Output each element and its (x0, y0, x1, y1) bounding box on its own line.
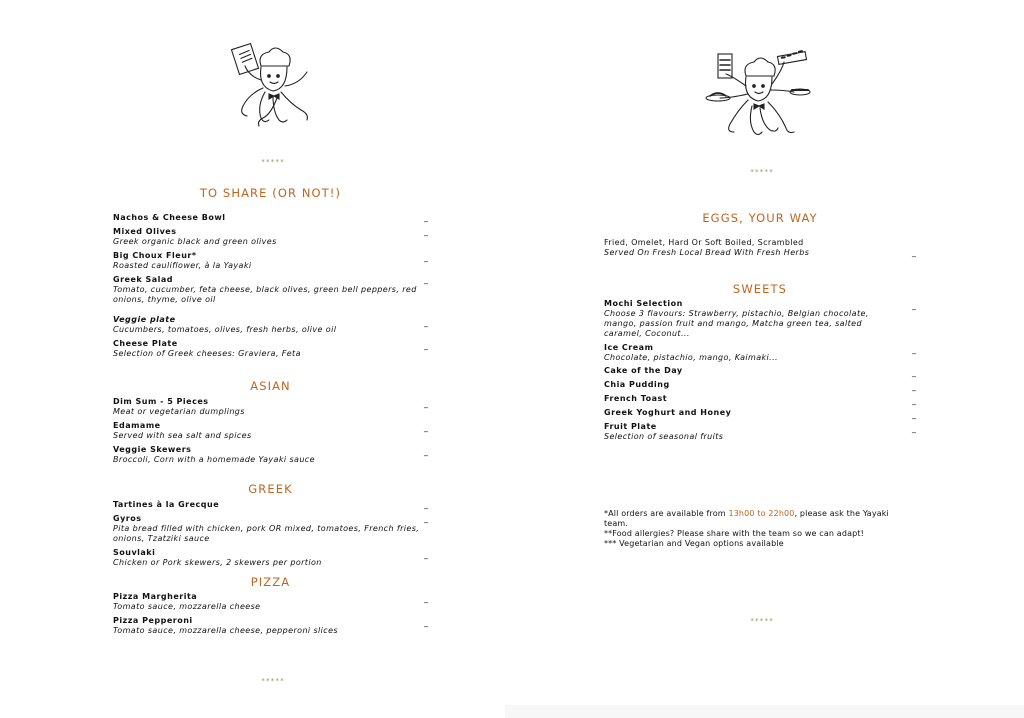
item-name: French Toast (604, 394, 668, 403)
opening-hours: 13h00 to 22h00 (728, 509, 795, 518)
stars-divider-top: ***** (750, 168, 774, 176)
item-price: _ (424, 618, 428, 627)
item-price: _ (424, 399, 428, 408)
menu-item (113, 213, 428, 223)
menu-item (604, 408, 916, 418)
item-name: Cake of the Day (604, 366, 683, 375)
menu-item (604, 299, 916, 339)
section-title-pizza: PIZZA (250, 575, 291, 589)
item-description: Tomato sauce, mozzarella cheese, pepperoni slices (113, 626, 338, 635)
item-price: _ (424, 447, 428, 456)
hours-note-start: *All orders are available from (604, 509, 729, 518)
item-price: _ (424, 275, 428, 284)
menu-item (113, 251, 428, 271)
item-description: Tomato, cucumber, feta cheese, black olives, green bell peppers, red onions, thyme, olive oil (113, 285, 417, 304)
menu-item (113, 592, 428, 612)
page-shadow (505, 705, 1024, 718)
menu-item (113, 227, 428, 247)
item-price: _ (912, 410, 916, 419)
menu-item (113, 275, 428, 305)
item-price: _ (912, 248, 916, 257)
item-price: _ (424, 213, 428, 222)
item-name: Veggie Skewers (113, 445, 192, 454)
item-name: Nachos & Cheese Bowl (113, 213, 226, 222)
item-price: _ (912, 396, 916, 405)
menu-item (113, 500, 428, 510)
footnotes (604, 509, 916, 549)
section-title-sweets: SWEETS (732, 282, 788, 296)
item-description: Chicken or Pork skewers, 2 skewers per portion (113, 558, 322, 567)
menu-item (113, 339, 428, 359)
hours-note-end: , please ask the Yayaki (794, 509, 889, 518)
item-description: Broccoli, Corn with a homemade Yayaki sauce (113, 455, 315, 464)
menu-item (113, 397, 428, 417)
hours-note (604, 509, 916, 519)
item-description: Pita bread filled with chicken, pork OR mixed, tomatoes, French fries, onions, Tzatziki sauce (113, 524, 420, 543)
item-price: _ (912, 424, 916, 433)
stars-divider-bottom: ***** (261, 677, 285, 685)
item-name: Pizza Pepperoni (113, 616, 193, 625)
section-title-greek: GREEK (248, 482, 293, 496)
menu-item (604, 343, 916, 363)
item-description: Tomato sauce, mozzarella cheese (113, 602, 261, 611)
item-price: _ (912, 382, 916, 391)
item-name: Greek Salad (113, 275, 173, 284)
item-price: _ (912, 345, 916, 354)
menu-item (604, 394, 916, 404)
menu-item (604, 366, 916, 376)
item-name: Tartines à la Grecque (113, 500, 220, 509)
section-title-eggs: EGGS, YOUR WAY (702, 211, 818, 225)
item-price: _ (424, 423, 428, 432)
item-description: Selection of seasonal fruits (604, 432, 724, 441)
octopus-chef-with-menu-icon (231, 40, 315, 140)
item-price: _ (912, 368, 916, 377)
item-price: _ (424, 253, 428, 262)
item-name: Edamame (113, 421, 161, 430)
item-price: _ (424, 227, 428, 236)
item-name: Mochi Selection (604, 299, 683, 308)
item-description: Chocolate, pistachio, mango, Kaimaki... (604, 353, 778, 362)
item-price: _ (424, 341, 428, 350)
item-name: Big Choux Fleur* (113, 251, 197, 260)
item-name: Fruit Plate (604, 422, 657, 431)
item-name: Dim Sum - 5 Pieces (113, 397, 209, 406)
item-description: Roasted cauliflower, à la Yayaki (113, 261, 252, 270)
section-title-asian: ASIAN (250, 379, 291, 393)
eggs-serving: Served On Fresh Local Bread With Fresh Herbs (604, 248, 810, 257)
menu-item (113, 315, 428, 335)
menu-item (113, 445, 428, 465)
stars-divider-bottom: ***** (750, 617, 774, 625)
section-title-to-share: TO SHARE (OR NOT!) (199, 186, 342, 200)
octopus-chef-with-plates-icon (704, 50, 814, 148)
item-name: Cheese Plate (113, 339, 178, 348)
menu-item (604, 380, 916, 390)
item-price: _ (912, 301, 916, 310)
menu-item (604, 422, 916, 442)
item-price: _ (424, 550, 428, 559)
item-name: Mixed Olives (113, 227, 177, 236)
menu-item (113, 616, 428, 636)
item-name: Ice Cream (604, 343, 654, 352)
stars-divider-top: ***** (261, 158, 285, 166)
vegetarian-note: *** Vegetarian and Vegan options available (604, 539, 784, 548)
item-price: _ (424, 318, 428, 327)
item-description: Greek organic black and green olives (113, 237, 277, 246)
item-description: Meat or vegetarian dumplings (113, 407, 245, 416)
menu-item (113, 548, 428, 568)
menu-item-eggs (604, 238, 916, 258)
item-name: Souvlaki (113, 548, 156, 557)
item-description: Cucumbers, tomatoes, olives, fresh herbs, olive oil (113, 325, 337, 334)
item-name: Pizza Margherita (113, 592, 198, 601)
item-name: Veggie plate (113, 315, 176, 324)
item-description: Served with sea salt and spices (113, 431, 252, 440)
menu-item (113, 421, 428, 441)
item-price: _ (424, 514, 428, 523)
item-name: Greek Yoghurt and Honey (604, 408, 732, 417)
allergy-note: **Food allergies? Please share with the team so we can adapt! (604, 529, 865, 538)
item-name: Chia Pudding (604, 380, 670, 389)
item-description: Choose 3 flavours: Strawberry, pistachio, Belgian chocolate, mango, passion fruit and mango, Matcha green tea, salted caramel, Coconut... (604, 309, 869, 338)
item-name: Gyros (113, 514, 142, 523)
item-price: _ (424, 500, 428, 509)
item-price: _ (424, 594, 428, 603)
hours-note-continued: team. (604, 519, 629, 528)
eggs-styles: Fried, Omelet, Hard Or Soft Boiled, Scrambled (604, 238, 804, 247)
item-description: Selection of Greek cheeses: Graviera, Feta (113, 349, 301, 358)
menu-item (113, 514, 428, 544)
